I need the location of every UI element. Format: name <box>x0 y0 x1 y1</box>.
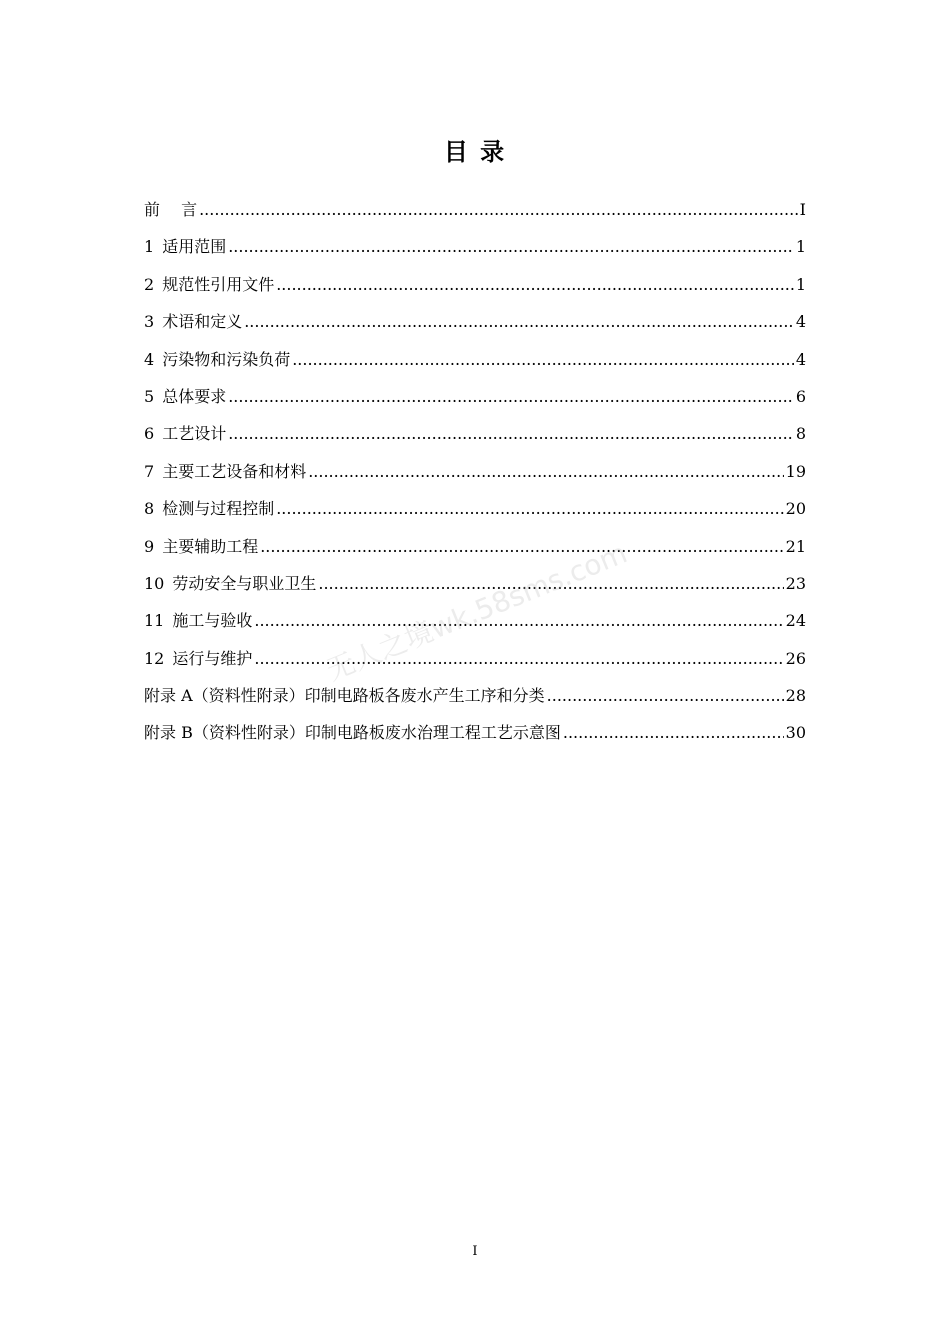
toc-leader-dots <box>244 303 794 340</box>
toc-entry-2[interactable] <box>144 266 806 303</box>
toc-entry-1[interactable] <box>144 228 806 265</box>
toc-leader-dots <box>276 490 783 527</box>
toc-entry-label: 规范性引用文件 <box>162 274 275 294</box>
page-title: 目 录 <box>443 138 507 166</box>
toc-entry-page: 23 <box>785 573 806 593</box>
toc-entry-number: 1 <box>144 237 155 257</box>
toc-entry-label: 附录 A（资料性附录）印制电路板各废水产生工序和分类 <box>144 686 545 706</box>
toc-entry-3[interactable] <box>144 303 806 340</box>
toc-leader-dots <box>563 714 784 751</box>
toc-entry-number: 8 <box>144 499 155 519</box>
toc-leader-dots <box>276 266 794 303</box>
toc-entry-page: I <box>799 200 806 219</box>
toc-entry-number: 2 <box>144 274 155 294</box>
toc-entry-page: 1 <box>795 274 806 294</box>
toc-entry-7[interactable] <box>144 453 806 490</box>
toc-entry-label: 前 言 <box>144 200 198 219</box>
toc-entry-number: 5 <box>144 386 155 406</box>
toc-entry-10[interactable] <box>144 565 806 602</box>
toc-entry-page: 8 <box>795 424 806 444</box>
toc-entry-page: 1 <box>795 237 806 257</box>
toc-entry-label: 运行与维护 <box>172 648 253 668</box>
toc-entry-page: 6 <box>795 386 806 406</box>
toc-leader-dots <box>308 453 783 490</box>
page-number: I <box>472 1244 478 1259</box>
toc-leader-dots <box>228 228 794 265</box>
toc-entry-label: 主要辅助工程 <box>162 536 259 556</box>
toc-entry-8[interactable] <box>144 490 806 527</box>
toc-entry-page: 21 <box>785 536 806 556</box>
toc-entry-9[interactable] <box>144 528 806 565</box>
toc-leader-dots <box>228 415 794 452</box>
toc-entry-label: 施工与验收 <box>172 611 253 631</box>
toc-entry-5[interactable] <box>144 378 806 415</box>
toc-entry-label: 术语和定义 <box>162 312 243 332</box>
toc-entry-page: 20 <box>785 499 806 519</box>
toc-entry-number: 7 <box>144 461 155 481</box>
toc-entry-number: 6 <box>144 424 155 444</box>
table-of-contents <box>144 191 806 752</box>
toc-entry-label: 总体要求 <box>162 386 227 406</box>
toc-entry-number: 9 <box>144 536 155 556</box>
toc-leader-dots <box>318 565 783 602</box>
toc-entry-label: 工艺设计 <box>162 424 227 444</box>
toc-entry-page: 4 <box>795 349 806 369</box>
toc-entry-number: 12 <box>144 648 165 668</box>
toc-entry-page: 28 <box>785 686 806 706</box>
toc-entry-4[interactable] <box>144 341 806 378</box>
toc-entry-number: 11 <box>144 611 165 631</box>
toc-leader-dots <box>254 640 783 677</box>
toc-leader-dots <box>292 341 794 378</box>
toc-leader-dots <box>254 602 783 639</box>
toc-entry-label: 适用范围 <box>162 237 227 257</box>
toc-entry-label: 劳动安全与职业卫生 <box>172 573 317 593</box>
toc-entry-page: 30 <box>785 723 806 743</box>
toc-entry-label: 主要工艺设备和材料 <box>162 461 307 481</box>
toc-entry-11[interactable] <box>144 602 806 639</box>
toc-entry-12[interactable] <box>144 640 806 677</box>
toc-entry-page: 24 <box>785 611 806 631</box>
toc-leader-dots <box>199 191 798 228</box>
watermark: 无人之境wk.58sms.com <box>321 536 632 688</box>
toc-entry-6[interactable] <box>144 415 806 452</box>
toc-entry-page: 26 <box>785 648 806 668</box>
toc-entry-label: 附录 B（资料性附录）印制电路板废水治理工程工艺示意图 <box>144 723 561 743</box>
toc-entry-appendix-b[interactable] <box>144 714 806 751</box>
toc-leader-dots <box>547 677 784 714</box>
toc-entry-page: 4 <box>795 312 806 332</box>
toc-leader-dots <box>228 378 794 415</box>
toc-entry-foreword[interactable] <box>144 191 806 228</box>
toc-entry-number: 10 <box>144 573 165 593</box>
toc-leader-dots <box>260 528 783 565</box>
toc-entry-label: 污染物和污染负荷 <box>162 349 291 369</box>
toc-entry-label: 检测与过程控制 <box>162 499 275 519</box>
toc-entry-number: 3 <box>144 312 155 332</box>
toc-entry-appendix-a[interactable] <box>144 677 806 714</box>
toc-entry-number: 4 <box>144 349 155 369</box>
toc-entry-page: 19 <box>785 461 806 481</box>
